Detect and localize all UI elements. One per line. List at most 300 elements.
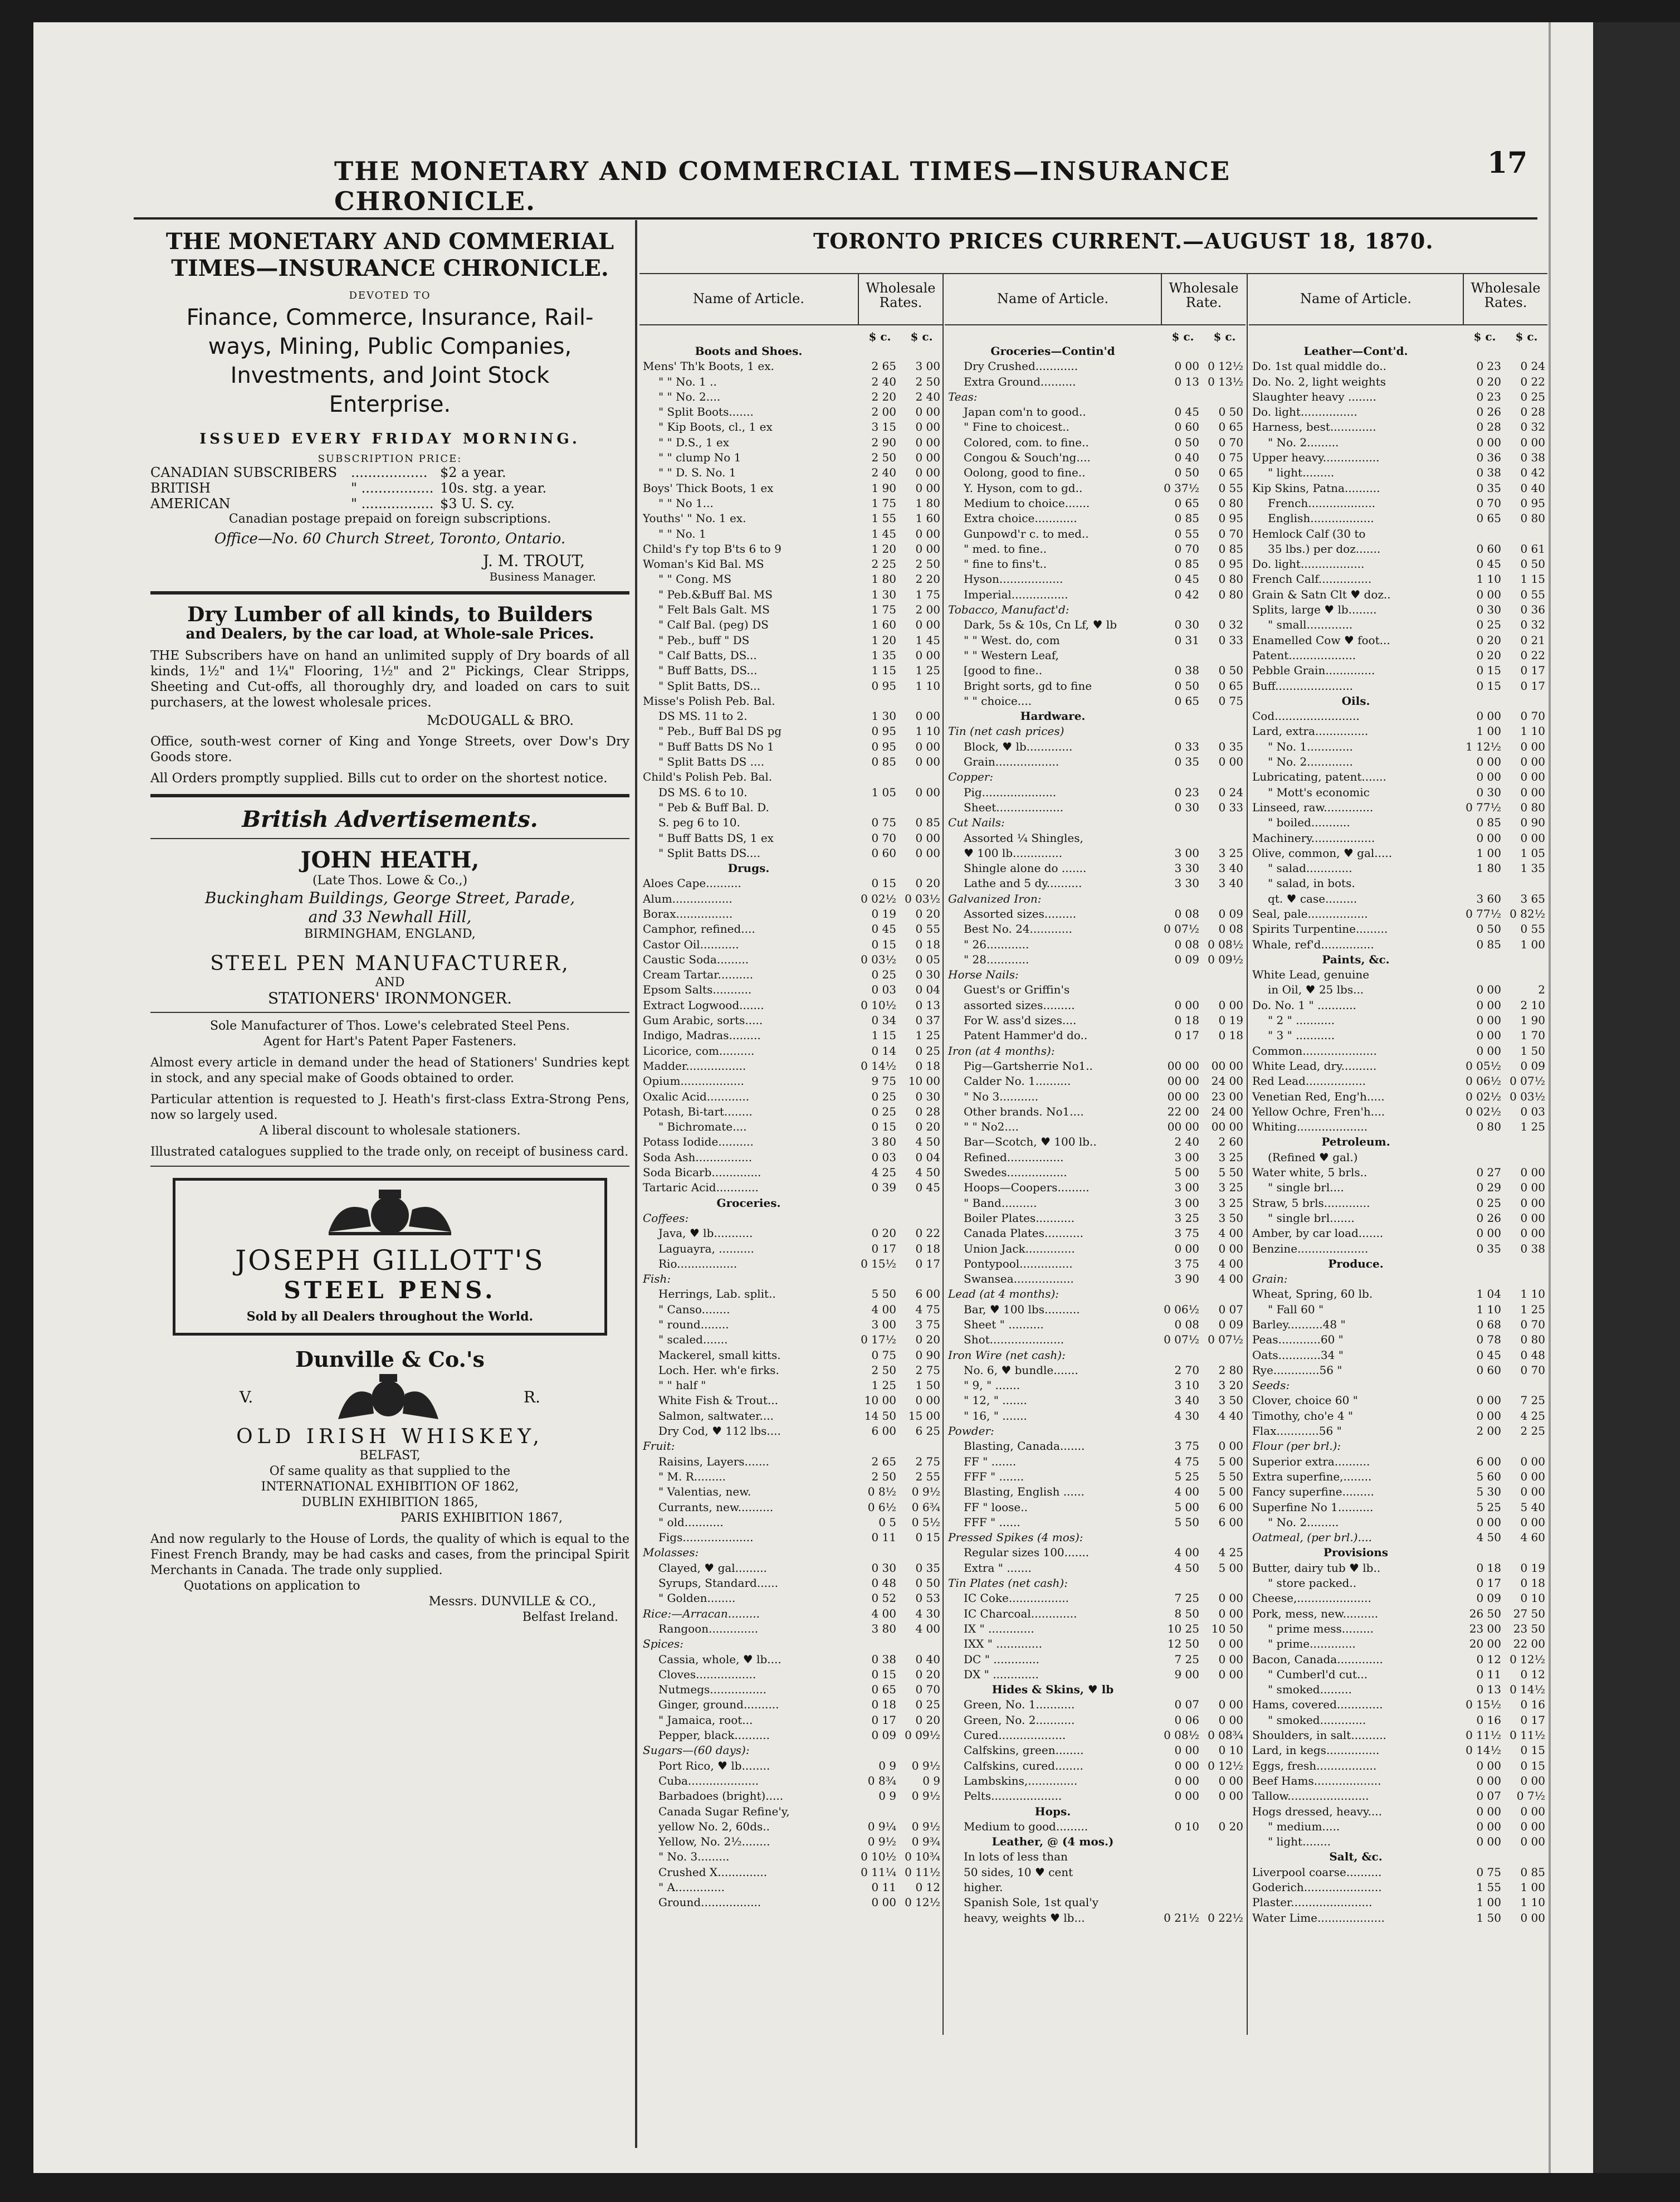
price-row — [639, 1074, 942, 1089]
rate-high: 0 25 — [1520, 389, 1545, 403]
lumber-subheading: and Dealers, by the car load, at Whole-sale Prices. — [185, 626, 594, 642]
rate-low: 0 30 — [1476, 785, 1501, 799]
rate-high: 00 00 — [1211, 1120, 1243, 1134]
rate-low: 7 25 — [1174, 1591, 1199, 1605]
article-name: Bright sorts, gd to fine — [964, 679, 1092, 693]
price-row — [1249, 359, 1547, 374]
price-row — [1249, 831, 1547, 846]
royal-crest-icon — [318, 1187, 462, 1238]
rate-high: 0 50 — [1218, 664, 1243, 678]
article-name: DX " ............. — [964, 1667, 1039, 1681]
subscription-table — [150, 465, 629, 511]
rate-high: 0 00 — [1520, 785, 1545, 799]
rate-high: 0 16 — [1520, 1698, 1545, 1712]
price-row — [945, 389, 1246, 405]
subscription-row: CANADIAN SUBSCRIBERS .................. $2 a year. — [150, 465, 506, 480]
price-row — [945, 937, 1246, 952]
article-name: Shingle alone do ....... — [964, 861, 1087, 875]
price-row — [639, 1682, 942, 1697]
rate-high: 0 7½ — [1516, 1789, 1545, 1803]
price-row — [1249, 724, 1547, 739]
article-name: Grain.................. — [964, 755, 1059, 769]
rate-high: 3 50 — [1218, 1394, 1243, 1407]
rate-high: 4 40 — [1218, 1409, 1243, 1422]
price-row — [945, 1089, 1246, 1104]
price-row — [639, 907, 942, 922]
rate-high: 4 50 — [915, 1135, 940, 1149]
article-name: Pig..................... — [964, 785, 1057, 799]
rate-low — [1158, 1530, 1202, 1545]
article-name: Machinery.................. — [1252, 831, 1375, 845]
rate-high: 0 36 — [1520, 603, 1545, 617]
rate-low: 4 50 — [1174, 1561, 1199, 1575]
article-name: Lard, in kegs............... — [1252, 1743, 1380, 1757]
rate-low: 3 75 — [1174, 1226, 1199, 1240]
rate-low: 2 00 — [1476, 1424, 1501, 1438]
rate-low: 0 11 — [871, 1880, 896, 1894]
article-name: Red Lead................. — [1252, 1074, 1366, 1088]
article-name: Tallow....................... — [1252, 1789, 1369, 1803]
rate-low: 0 39 — [871, 1181, 896, 1195]
price-row — [945, 496, 1246, 511]
rate-low: 0 85 — [1476, 816, 1501, 830]
rate-high: 2 60 — [1218, 1135, 1243, 1149]
article-name: Leather—Cont'd. — [1303, 344, 1408, 358]
topics-2: ways, Mining, Public Companies, — [208, 334, 572, 359]
rate-low: 4 00 — [1174, 1485, 1199, 1499]
article-name: Rio................. — [658, 1256, 738, 1270]
rate-high: 0 24 — [1520, 359, 1545, 373]
article-name: Seal, pale................. — [1252, 907, 1368, 920]
rate-high: 5 40 — [1520, 1500, 1545, 1514]
rate-low: 0 30 — [1476, 603, 1501, 617]
rate-high: 0 00 — [1520, 1835, 1545, 1849]
price-row — [639, 1469, 942, 1484]
rate-low: 0 37½ — [1164, 481, 1199, 495]
price-row — [1249, 1348, 1547, 1363]
topics-1: Finance, Commerce, Insurance, Rail- — [186, 305, 594, 330]
rate-low: 0 60 — [871, 846, 896, 860]
rate-high: 0 28 — [915, 1104, 940, 1118]
rate-high: 0 00 — [915, 846, 940, 860]
header-rate: Wholesale Rates. — [1471, 280, 1541, 310]
rate-low: 1 50 — [1476, 1911, 1501, 1925]
price-row — [1249, 1409, 1547, 1424]
price-section-heading — [639, 861, 942, 876]
rate-low: 14 50 — [864, 1409, 896, 1422]
article-name: " light......... — [1268, 466, 1335, 480]
rate-low: 0 28 — [1476, 420, 1501, 434]
price-row — [1249, 967, 1547, 982]
rate-high: 0 00 — [1218, 1667, 1243, 1681]
price-row — [945, 1545, 1246, 1560]
rate-high: 0 09½ — [905, 1728, 940, 1742]
article-name: Borax................ — [643, 907, 733, 920]
dunville-v: V. — [240, 1387, 253, 1406]
article-name: Green, No. 2........... — [964, 1713, 1075, 1727]
rate-high: 0 15 — [915, 1531, 940, 1545]
price-section-heading — [639, 1196, 942, 1211]
price-row — [945, 1074, 1246, 1089]
rate-low: 2 40 — [871, 466, 896, 480]
article-name: Olive, common, ♥ gal..... — [1252, 846, 1393, 860]
rate-high — [1503, 1439, 1547, 1454]
price-row — [945, 831, 1246, 846]
rate-high: 0 9 — [922, 1774, 940, 1787]
rate-low: 0 38 — [1174, 664, 1199, 678]
price-row — [945, 1865, 1246, 1880]
price-row — [1249, 1500, 1547, 1515]
price-row — [945, 602, 1246, 617]
dunville-body: And now regularly to the House of Lords, the quality of which is equal to the Finest French Brandy, may be had casks and cases, from the principal Spirit Merchants in Canada. The trade only supplied. — [150, 1532, 629, 1577]
rate-high: 1 10 — [915, 724, 940, 738]
rate-low: 0 9 — [878, 1789, 896, 1803]
price-row — [945, 527, 1246, 542]
article-name: Spirits Turpentine......... — [1252, 922, 1388, 936]
rate-high — [1503, 1134, 1547, 1149]
rate-low: 0 00 — [1174, 1241, 1199, 1255]
rate-low: 0 9½ — [867, 1835, 896, 1849]
rate-high — [1503, 1271, 1547, 1287]
rate-high: 0 00 — [1520, 1774, 1545, 1787]
rate-high: 24 00 — [1211, 1074, 1243, 1088]
article-name: " scaled....... — [658, 1333, 728, 1347]
price-column-1 — [639, 274, 942, 2024]
rate-low: 0 05½ — [1466, 1059, 1501, 1073]
price-row — [639, 1728, 942, 1743]
rate-low: 0 00 — [1476, 1394, 1501, 1407]
rate-high: 0 14½ — [1510, 1683, 1545, 1697]
heath-late: (Late Thos. Lowe & Co.,) — [312, 874, 468, 888]
rate-high: 0 55 — [1218, 481, 1243, 495]
price-row — [1249, 1576, 1547, 1591]
rate-high: 0 32 — [1520, 420, 1545, 434]
price-section-heading — [945, 1804, 1246, 1819]
heath-address-2: and 33 Newhall Hill, — [308, 908, 472, 926]
rate-high: 0 07½ — [1510, 1074, 1545, 1088]
article-name: Pebble Grain.............. — [1252, 664, 1375, 678]
rate-high: 3 25 — [1218, 1196, 1243, 1210]
price-row — [1249, 982, 1547, 997]
rate-low: 0 00 — [1476, 755, 1501, 769]
price-row — [1249, 1196, 1547, 1211]
rate-high: 2 40 — [915, 389, 940, 403]
rate-high: 0 5½ — [911, 1515, 940, 1529]
article-name: " single brl....... — [1268, 1211, 1355, 1225]
article-name: Bar, ♥ 100 lbs.......... — [964, 1302, 1080, 1316]
rate-low: 4 00 — [871, 1302, 896, 1316]
price-row — [945, 1819, 1246, 1834]
article-name: Y. Hyson, com to gd.. — [964, 481, 1083, 495]
rate-low: 00 00 — [1167, 1059, 1199, 1073]
rate-high: 0 30 — [915, 968, 940, 982]
price-row — [639, 785, 942, 800]
rate-low: 1 12½ — [1466, 739, 1501, 753]
article-name: Grain: — [1252, 1272, 1288, 1286]
price-row — [945, 1606, 1246, 1621]
price-row — [945, 1439, 1246, 1454]
rate-high: 1 10 — [915, 679, 940, 693]
article-name: Pig—Gartsherrie No1.. — [964, 1059, 1093, 1073]
rate-high: 5 00 — [1218, 1485, 1243, 1499]
rate-high — [1202, 1576, 1246, 1591]
rate-low: 0 00 — [1476, 770, 1501, 784]
rate-low: 0 35 — [1476, 1241, 1501, 1255]
rate-low: 0 27 — [1476, 1166, 1501, 1180]
rate-high: 23 50 — [1513, 1621, 1545, 1635]
rate-high — [898, 1211, 942, 1226]
rate-low: 0 15 — [871, 876, 896, 890]
article-name: Castor Oil........... — [643, 937, 739, 951]
rate-high: 10 00 — [908, 1074, 940, 1088]
article-name: " Jamaica, root... — [658, 1713, 753, 1727]
prices-table — [639, 273, 1547, 1925]
price-section-heading — [945, 1682, 1246, 1697]
article-name: Buff...................... — [1252, 679, 1353, 693]
rate-low: 0 65 — [1476, 511, 1501, 525]
price-row — [945, 982, 1246, 997]
price-row — [945, 359, 1246, 374]
price-row — [1249, 922, 1547, 937]
rate-high: 0 75 — [1218, 694, 1243, 708]
rate-high: 0 00 — [1520, 435, 1545, 449]
price-row — [945, 1378, 1246, 1393]
rate-high: 2 50 — [915, 557, 940, 571]
price-row — [945, 1743, 1246, 1758]
article-name: Tin Plates (net cash): — [948, 1576, 1068, 1590]
rate-high — [1503, 694, 1547, 709]
rate-high: 2 75 — [915, 1363, 940, 1377]
article-name: " prime mess......... — [1268, 1621, 1374, 1635]
rate-high: 0 07 — [1218, 1302, 1243, 1316]
rate-high: 0 00 — [1218, 1774, 1243, 1787]
rate-low: 0 06½ — [1164, 1302, 1199, 1316]
price-row — [639, 1576, 942, 1591]
price-row — [945, 1150, 1246, 1165]
rate-low: 0 16 — [1476, 1713, 1501, 1727]
rate-low: 3 15 — [871, 420, 896, 434]
rate-low: 6 00 — [871, 1424, 896, 1438]
column-header — [639, 274, 942, 325]
price-row — [639, 679, 942, 694]
divider — [150, 1012, 629, 1013]
topics-3: Investments, and Joint Stock — [230, 363, 550, 388]
rate-high: 0 33 — [1218, 800, 1243, 814]
article-name: Canada Plates........... — [964, 1226, 1083, 1240]
price-section-heading — [1249, 694, 1547, 709]
rate-low: 20 00 — [1469, 1637, 1501, 1651]
article-name: " Calf Batts, DS... — [658, 648, 757, 662]
rate-high: 0 00 — [915, 451, 940, 465]
rate-low: 3 30 — [1174, 861, 1199, 875]
column-divider — [1247, 274, 1248, 2035]
article-name: White Fish & Trout... — [658, 1394, 778, 1407]
rate-low: 0 00 — [1174, 998, 1199, 1012]
article-name: " Peb., buff " DS — [658, 633, 750, 647]
rate-high: 0 03½ — [905, 891, 940, 905]
price-row — [639, 952, 942, 967]
rate-high: 1 25 — [915, 1029, 940, 1042]
price-row — [639, 1667, 942, 1682]
rate-high: 0 00 — [1218, 1652, 1243, 1666]
price-row — [1249, 815, 1547, 830]
article-name: Figs.................... — [658, 1531, 754, 1545]
rate-high — [898, 861, 942, 876]
article-name: Oatmeal, (per brl.).... — [1252, 1531, 1372, 1545]
page-fold — [1549, 22, 1551, 2173]
price-row — [639, 465, 942, 480]
article-name: Fruit: — [643, 1439, 675, 1453]
price-section-heading — [639, 344, 942, 359]
rate-high: 0 53 — [915, 1591, 940, 1605]
rate-low: 0 03 — [871, 1150, 896, 1164]
rate-high: 0 20 — [915, 907, 940, 920]
article-name: " No. 2............. — [1268, 755, 1353, 769]
rate-low: 0 07 — [1476, 1789, 1501, 1803]
price-row — [945, 1226, 1246, 1241]
rate-low: 2 65 — [871, 1454, 896, 1468]
article-name: Dry Crushed............ — [964, 359, 1078, 373]
dunville-q3: DUBLIN EXHIBITION 1865, — [301, 1495, 478, 1509]
rate-high: 0 70 — [1520, 709, 1545, 723]
article-name: Shot..................... — [964, 1333, 1064, 1347]
rate-low: 12 50 — [1167, 1637, 1199, 1651]
rate-low: 0 35 — [1476, 481, 1501, 495]
article-name: Leather, @ (4 mos.) — [992, 1835, 1114, 1849]
price-row — [639, 1180, 942, 1195]
article-name: White Lead, genuine — [1252, 968, 1370, 982]
price-row — [639, 1393, 942, 1408]
price-row — [1249, 602, 1547, 617]
rate-low: 0 29 — [1476, 1181, 1501, 1195]
price-row — [1249, 1591, 1547, 1606]
price-row — [945, 1758, 1246, 1774]
rate-low: 0 07½ — [1164, 1333, 1199, 1347]
rate-low: 0 6½ — [867, 1500, 896, 1514]
price-column-2 — [945, 274, 1246, 2024]
rate-high: 0 55 — [915, 922, 940, 936]
rate-high: 4 60 — [1520, 1531, 1545, 1545]
rate-low: 9 75 — [871, 1074, 896, 1088]
price-row — [639, 1409, 942, 1424]
price-row — [639, 876, 942, 891]
rate-low: 10 00 — [864, 1394, 896, 1407]
price-row — [639, 374, 942, 389]
rate-low — [854, 1804, 898, 1819]
price-row — [945, 1576, 1246, 1591]
price-row — [945, 1165, 1246, 1180]
article-name: Iron (at 4 months): — [948, 1044, 1055, 1058]
rate-high: 0 00 — [915, 618, 940, 632]
rate-low: 1 90 — [871, 481, 896, 495]
rate-high: 1 80 — [915, 496, 940, 510]
price-row — [945, 1332, 1246, 1347]
dunville-q1: Of same quality as that supplied to the — [269, 1464, 511, 1478]
article-name: " " No. 1 .. — [658, 374, 717, 388]
units-row: $ c. $ c. — [868, 330, 933, 343]
rate-high: 0 15 — [1520, 1743, 1545, 1757]
price-row — [1249, 1150, 1547, 1165]
price-row — [639, 1348, 942, 1363]
rate-low: 5 25 — [1476, 1500, 1501, 1514]
rate-low: 0 00 — [1174, 1789, 1199, 1803]
rate-high: 0 08¾ — [1208, 1728, 1243, 1742]
dunville-q2: INTERNATIONAL EXHIBITION OF 1862, — [261, 1480, 519, 1494]
article-name: Rye.............56 " — [1252, 1363, 1342, 1377]
rate-high: 0 00 — [915, 466, 940, 480]
price-row — [1249, 496, 1547, 511]
rate-high — [1202, 982, 1246, 997]
article-name: Enamelled Cow ♥ foot... — [1252, 633, 1390, 647]
article-name: Woman's Kid Bal. MS — [643, 557, 764, 571]
rate-low: 5 60 — [1476, 1469, 1501, 1483]
article-name: " Cumberl'd cut... — [1268, 1667, 1368, 1681]
rate-high — [1202, 967, 1246, 982]
article-name: No. 6, ♥ bundle....... — [964, 1363, 1078, 1377]
lumber-body: THE Subscribers have on hand an unlimited supply of Dry boards of all kinds, 1½" and 1¼" Flooring, 1½" and 2" Pickings, Clear Stripps, Sheeting and Cut-offs, all thoroughly dry, and loaded on cars to suit purchasers, at the lowest wholesale prices. — [150, 649, 629, 710]
rate-low — [1158, 389, 1202, 405]
heath-name: JOHN HEATH, — [300, 847, 480, 873]
rate-high: 0 75 — [1218, 451, 1243, 465]
rate-low: 1 25 — [871, 1378, 896, 1392]
article-name: Crushed X.............. — [658, 1865, 768, 1879]
article-name: Extract Logwood....... — [643, 998, 764, 1012]
rate-high: 0 11½ — [1510, 1728, 1545, 1742]
rate-high: 0 09½ — [1208, 952, 1243, 966]
rate-high: 0 00 — [1218, 1698, 1243, 1712]
price-row — [639, 1134, 942, 1149]
article-name: " Fine to choicest.. — [964, 420, 1069, 434]
rate-low: 1 80 — [1476, 861, 1501, 875]
rate-high: 0 70 — [1218, 435, 1243, 449]
price-row — [1249, 1059, 1547, 1074]
price-row — [945, 967, 1246, 982]
price-row — [639, 1819, 942, 1834]
article-name: Potash, Bi-tart........ — [643, 1104, 753, 1118]
dunville-place: Belfast Ireland. — [522, 1610, 618, 1624]
article-name: Grain & Satn Clt ♥ doz.. — [1252, 587, 1391, 601]
article-name: Water Lime................... — [1252, 1911, 1385, 1925]
article-name: Other brands. No1.... — [964, 1104, 1084, 1118]
rate-low: 1 80 — [871, 572, 896, 586]
article-name: Blasting, English ...... — [964, 1485, 1085, 1499]
rate-low — [1459, 1545, 1503, 1560]
rate-high: 5 00 — [1218, 1454, 1243, 1468]
rate-high: 0 82½ — [1510, 907, 1545, 920]
price-row — [1249, 1728, 1547, 1743]
article-name: Molasses: — [643, 1546, 699, 1560]
rate-low: 0 75 — [871, 1348, 896, 1362]
rate-low: 0 23 — [1476, 389, 1501, 403]
price-row — [945, 1621, 1246, 1636]
article-name: Rice:—Arracan......... — [643, 1606, 760, 1620]
price-row — [945, 1515, 1246, 1530]
article-name: Imperial................ — [964, 587, 1068, 601]
rate-low: 3 80 — [871, 1621, 896, 1635]
rate-low: 3 00 — [1174, 1196, 1199, 1210]
rate-high — [1202, 769, 1246, 785]
rate-high: 0 00 — [1520, 831, 1545, 845]
price-row — [1249, 785, 1547, 800]
rate-low — [1158, 1424, 1202, 1439]
price-row — [945, 1591, 1246, 1606]
article-name: " " half " — [658, 1378, 706, 1392]
rate-low: 0 11 — [871, 1531, 896, 1545]
article-name: 50 sides, 10 ♥ cent — [964, 1865, 1073, 1879]
rate-high: 0 00 — [915, 405, 940, 419]
rate-high — [898, 1439, 942, 1454]
price-row — [945, 1911, 1246, 1926]
